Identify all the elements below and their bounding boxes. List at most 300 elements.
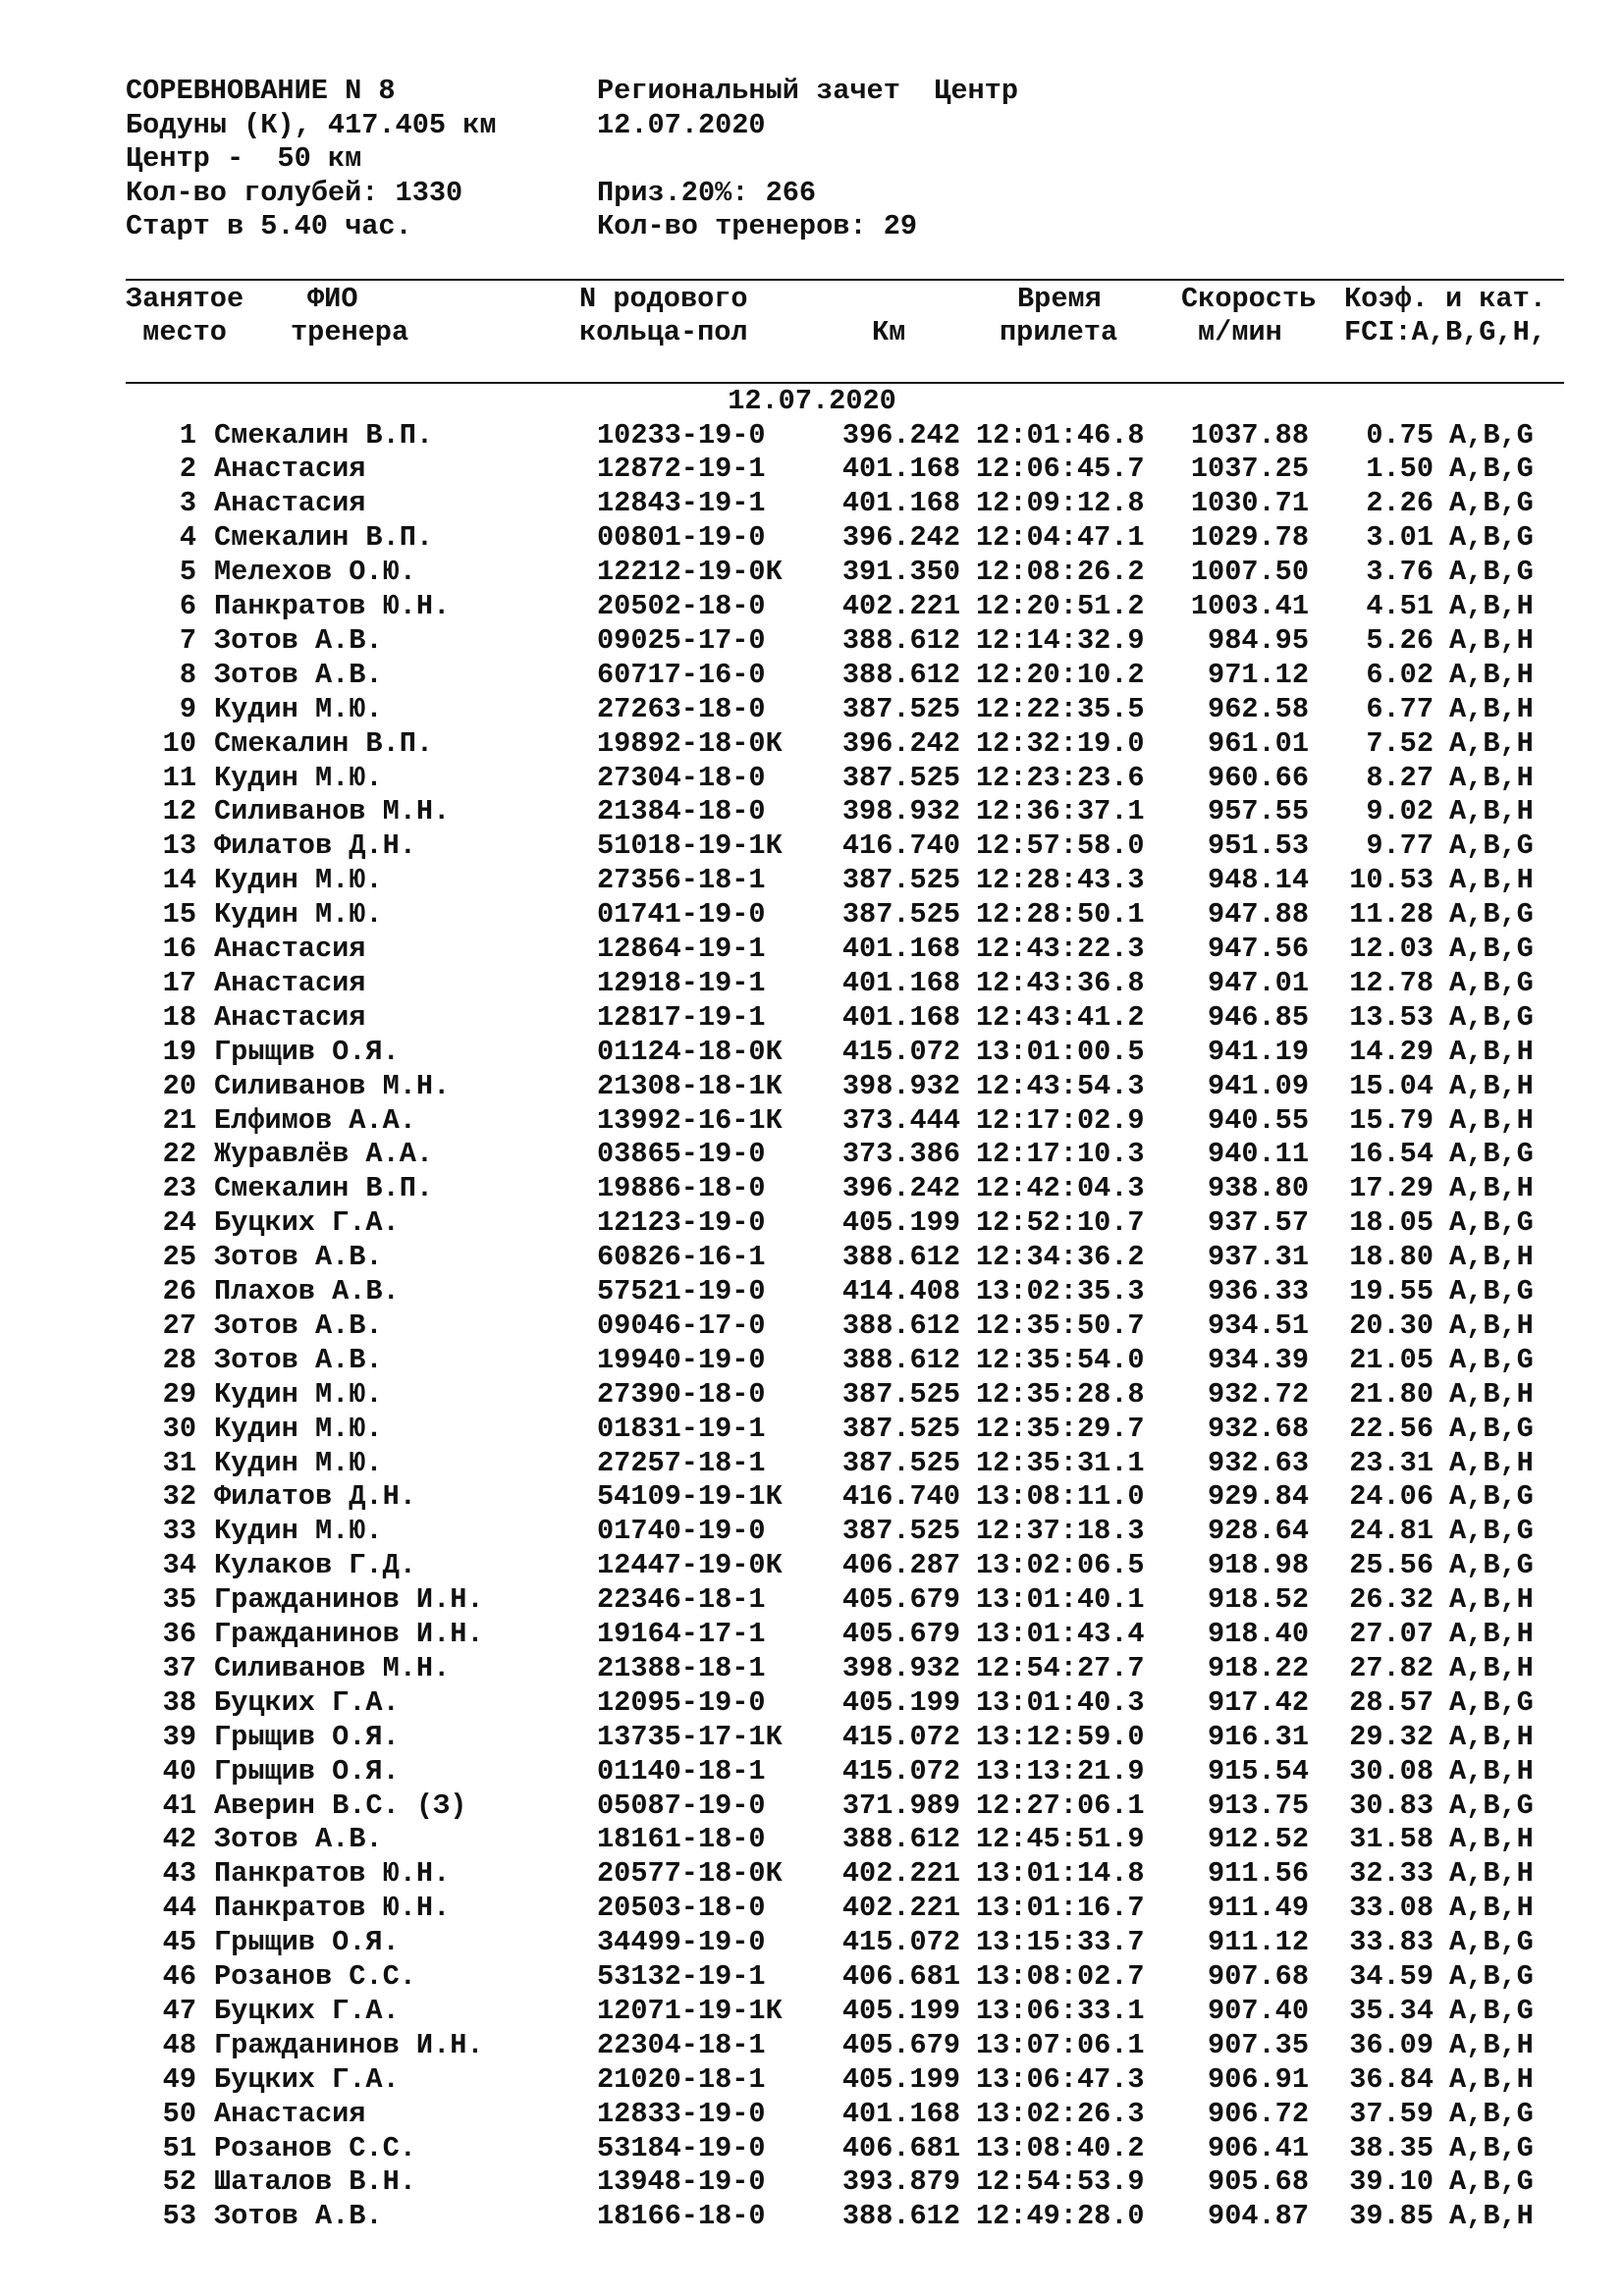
place-cell: 43: [162, 1857, 196, 1891]
category-cell: A,B,H: [1449, 1103, 1534, 1137]
arrival-time-cell: 12:22:35.5: [976, 692, 1145, 725]
ring-number-cell: 12212-19-0К: [597, 556, 783, 589]
distance-km-cell: 401.168: [841, 966, 960, 999]
coefficient-cell: 23.31: [1349, 1446, 1434, 1479]
coefficient-cell: 30.83: [1349, 1789, 1434, 1822]
arrival-time-cell: 12:17:02.9: [976, 1103, 1145, 1137]
place-cell: 22: [162, 1138, 196, 1171]
place-cell: 11: [162, 761, 196, 794]
speed-cell: 1029.78: [1190, 521, 1309, 555]
table-row: [0, 1413, 1624, 1447]
ring-number-cell: 09046-17-0: [597, 1308, 766, 1342]
distance-km-cell: 401.168: [841, 933, 960, 965]
trainer-name-cell: Аверин В.С. (З): [214, 1789, 467, 1822]
place-cell: 18: [162, 1000, 196, 1034]
distance-km-cell: 401.168: [841, 1000, 960, 1034]
arrival-time-cell: 12:06:45.7: [976, 453, 1145, 486]
trainer-name-cell: Грыщив О.Я.: [214, 1720, 400, 1753]
arrival-time-cell: 12:43:54.3: [976, 1069, 1145, 1102]
distance-km-cell: 396.242: [841, 418, 960, 452]
place-cell: 5: [179, 556, 196, 589]
category-cell: A,B,G: [1449, 556, 1534, 589]
category-cell: A,B,G: [1449, 418, 1534, 452]
category-cell: A,B,H: [1449, 1446, 1534, 1479]
distance-km-cell: 405.199: [841, 2062, 960, 2096]
trainer-name-cell: Кудин М.Ю.: [214, 1412, 383, 1445]
arrival-time-cell: 12:43:22.3: [976, 933, 1145, 965]
arrival-time-cell: 13:08:40.2: [976, 2131, 1145, 2164]
table-row: [0, 2063, 1624, 2098]
ring-number-cell: 19164-17-1: [597, 1618, 766, 1650]
category-cell: A,B,H: [1449, 1069, 1534, 1102]
col-coef-line1: Коэф. и кат.: [1344, 283, 1546, 315]
arrival-time-cell: 13:01:14.8: [976, 1857, 1145, 1891]
place-cell: 50: [162, 2097, 196, 2130]
trainer-name-cell: Буцких Г.А.: [214, 2062, 400, 2096]
trainer-name-cell: Зотов А.В.: [214, 1241, 383, 1274]
ring-number-cell: 53132-19-1: [597, 1960, 766, 1993]
distance-km-cell: 406.681: [841, 1960, 960, 1993]
speed-cell: 936.33: [1208, 1275, 1309, 1308]
table-row: [0, 1995, 1624, 2029]
ring-number-cell: 10233-19-0: [597, 418, 766, 452]
ring-number-cell: 13735-17-1К: [597, 1720, 783, 1753]
category-cell: A,B,H: [1449, 726, 1534, 760]
distance-km-cell: 416.740: [841, 829, 960, 863]
speed-cell: 962.58: [1208, 692, 1309, 725]
trainer-name-cell: Кудин М.Ю.: [214, 1377, 383, 1411]
place-cell: 37: [162, 1651, 196, 1684]
table-row: [0, 1515, 1624, 1549]
arrival-time-cell: 12:37:18.3: [976, 1515, 1145, 1548]
ring-number-cell: 12918-19-1: [597, 966, 766, 999]
header-right-line: Кол-во тренеров: 29: [597, 210, 918, 242]
place-cell: 1: [179, 418, 196, 452]
table-row: [0, 1036, 1624, 1070]
coefficient-cell: 27.82: [1349, 1651, 1434, 1684]
ring-number-cell: 12864-19-1: [597, 933, 766, 965]
category-cell: A,B,H: [1449, 795, 1534, 828]
distance-km-cell: 405.679: [841, 2028, 960, 2061]
coefficient-cell: 24.81: [1349, 1515, 1434, 1548]
ring-number-cell: 12447-19-0К: [597, 1549, 783, 1582]
category-cell: A,B,H: [1449, 1618, 1534, 1650]
place-cell: 47: [162, 1994, 196, 2027]
distance-km-cell: 387.525: [841, 1412, 960, 1445]
place-cell: 25: [162, 1241, 196, 1274]
table-row: [0, 2029, 1624, 2063]
arrival-time-cell: 12:20:10.2: [976, 658, 1145, 691]
col-ring-line2: кольца-пол: [579, 316, 748, 348]
trainer-name-cell: Розанов С.С.: [214, 1960, 416, 1993]
col-coef-line2: FCI:A,B,G,H,: [1344, 316, 1546, 348]
place-cell: 17: [162, 966, 196, 999]
coefficient-cell: 0.75: [1366, 418, 1434, 452]
table-row: [0, 419, 1624, 454]
coefficient-cell: 10.53: [1349, 864, 1434, 897]
col-speed-line2: м/мин: [1198, 316, 1282, 348]
arrival-time-cell: 12:57:58.0: [976, 829, 1145, 863]
ring-number-cell: 51018-19-1К: [597, 829, 783, 863]
arrival-time-cell: 13:06:47.3: [976, 2062, 1145, 2096]
distance-km-cell: 387.525: [841, 864, 960, 897]
category-cell: A,B,H: [1449, 1857, 1534, 1891]
table-row: [0, 967, 1624, 1001]
coefficient-cell: 12.03: [1349, 933, 1434, 965]
arrival-time-cell: 12:08:26.2: [976, 556, 1145, 589]
speed-cell: 932.63: [1208, 1446, 1309, 1479]
coefficient-cell: 21.80: [1349, 1377, 1434, 1411]
place-cell: 32: [162, 1480, 196, 1514]
coefficient-cell: 36.09: [1349, 2028, 1434, 2061]
speed-cell: 1007.50: [1190, 556, 1309, 589]
coefficient-cell: 21.05: [1349, 1343, 1434, 1376]
trainer-name-cell: Буцких Г.А.: [214, 1994, 400, 2027]
distance-km-cell: 388.612: [841, 658, 960, 691]
speed-cell: 1030.71: [1190, 487, 1309, 520]
coefficient-cell: 19.55: [1349, 1275, 1434, 1308]
category-cell: A,B,H: [1449, 1651, 1534, 1684]
speed-cell: 915.54: [1208, 1754, 1309, 1788]
ring-number-cell: 12833-19-0: [597, 2097, 766, 2130]
arrival-time-cell: 12:34:36.2: [976, 1241, 1145, 1274]
table-row: [0, 624, 1624, 659]
category-cell: A,B,H: [1449, 1241, 1534, 1274]
place-cell: 15: [162, 898, 196, 932]
coefficient-cell: 17.29: [1349, 1172, 1434, 1205]
place-cell: 2: [179, 453, 196, 486]
distance-km-cell: 405.199: [841, 1206, 960, 1240]
distance-km-cell: 388.612: [841, 2200, 960, 2233]
ring-number-cell: 12843-19-1: [597, 487, 766, 520]
header-right-line: Приз.20%: 266: [597, 176, 817, 209]
category-cell: A,B,H: [1449, 1754, 1534, 1788]
table-row: [0, 487, 1624, 521]
speed-cell: 941.19: [1208, 1035, 1309, 1068]
coefficient-cell: 1.50: [1366, 453, 1434, 486]
place-cell: 12: [162, 795, 196, 828]
distance-km-cell: 398.932: [841, 1651, 960, 1684]
category-cell: A,B,G: [1449, 1789, 1534, 1822]
table-row: [0, 1926, 1624, 1960]
category-cell: A,B,G: [1449, 2097, 1534, 2130]
distance-km-cell: 393.879: [841, 2165, 960, 2199]
coefficient-cell: 20.30: [1349, 1308, 1434, 1342]
distance-km-cell: 387.525: [841, 1446, 960, 1479]
trainer-name-cell: Журавлёв А.А.: [214, 1138, 434, 1171]
arrival-time-cell: 13:02:26.3: [976, 2097, 1145, 2130]
ring-number-cell: 12872-19-1: [597, 453, 766, 486]
speed-cell: 906.91: [1208, 2062, 1309, 2096]
arrival-time-cell: 12:35:31.1: [976, 1446, 1145, 1479]
trainer-name-cell: Гражданинов И.Н.: [214, 1618, 484, 1650]
coefficient-cell: 16.54: [1349, 1138, 1434, 1171]
header-left-line: Центр - 50 км: [126, 142, 362, 175]
distance-km-cell: 387.525: [841, 898, 960, 932]
table-row: [0, 659, 1624, 693]
trainer-name-cell: Елфимов А.А.: [214, 1103, 416, 1137]
table-row: [0, 1206, 1624, 1241]
category-cell: A,B,G: [1449, 2165, 1534, 2199]
trainer-name-cell: Анастасия: [214, 1000, 366, 1034]
trainer-name-cell: Филатов Д.Н.: [214, 829, 416, 863]
distance-km-cell: 387.525: [841, 761, 960, 794]
distance-km-cell: 414.408: [841, 1275, 960, 1308]
coefficient-cell: 35.34: [1349, 1994, 1434, 2027]
category-cell: A,B,G: [1449, 1206, 1534, 1240]
distance-km-cell: 405.679: [841, 1583, 960, 1617]
trainer-name-cell: Зотов А.В.: [214, 658, 383, 691]
speed-cell: 907.40: [1208, 1994, 1309, 2027]
place-cell: 39: [162, 1720, 196, 1753]
trainer-name-cell: Панкратов Ю.Н.: [214, 1857, 451, 1891]
place-cell: 6: [179, 590, 196, 622]
ring-number-cell: 27390-18-0: [597, 1377, 766, 1411]
place-cell: 53: [162, 2200, 196, 2233]
distance-km-cell: 388.612: [841, 1308, 960, 1342]
arrival-time-cell: 13:06:33.1: [976, 1994, 1145, 2027]
category-cell: A,B,G: [1449, 829, 1534, 863]
table-row: [0, 829, 1624, 864]
place-cell: 45: [162, 1926, 196, 1959]
speed-cell: 948.14: [1208, 864, 1309, 897]
category-cell: A,B,H: [1449, 1035, 1534, 1068]
distance-km-cell: 402.221: [841, 1892, 960, 1925]
distance-km-cell: 387.525: [841, 692, 960, 725]
coefficient-cell: 6.77: [1366, 692, 1434, 725]
distance-km-cell: 401.168: [841, 453, 960, 486]
category-cell: A,B,G: [1449, 1994, 1534, 2027]
ring-number-cell: 09025-17-0: [597, 623, 766, 657]
speed-cell: 937.31: [1208, 1241, 1309, 1274]
table-row: [0, 1104, 1624, 1139]
arrival-time-cell: 12:28:43.3: [976, 864, 1145, 897]
speed-cell: 934.51: [1208, 1308, 1309, 1342]
coefficient-cell: 3.01: [1366, 521, 1434, 555]
place-cell: 24: [162, 1206, 196, 1240]
trainer-name-cell: Панкратов Ю.Н.: [214, 1892, 451, 1925]
trainer-name-cell: Шаталов В.Н.: [214, 2165, 416, 2199]
trainer-name-cell: Смекалин В.П.: [214, 521, 434, 555]
ring-number-cell: 21384-18-0: [597, 795, 766, 828]
col-name-line2: тренера: [291, 316, 409, 348]
arrival-time-cell: 13:01:16.7: [976, 1892, 1145, 1925]
table-row: [0, 1857, 1624, 1892]
category-cell: A,B,G: [1449, 1343, 1534, 1376]
place-cell: 41: [162, 1789, 196, 1822]
trainer-name-cell: Грыщив О.Я.: [214, 1754, 400, 1788]
speed-cell: 906.72: [1208, 2097, 1309, 2130]
table-row: [0, 795, 1624, 829]
place-cell: 20: [162, 1069, 196, 1102]
distance-km-cell: 415.072: [841, 1720, 960, 1753]
col-km: Км: [872, 316, 906, 348]
speed-cell: 916.31: [1208, 1720, 1309, 1753]
arrival-time-cell: 13:02:06.5: [976, 1549, 1145, 1582]
place-cell: 42: [162, 1823, 196, 1856]
arrival-time-cell: 13:08:02.7: [976, 1960, 1145, 1993]
coefficient-cell: 15.79: [1349, 1103, 1434, 1137]
arrival-time-cell: 12:49:28.0: [976, 2200, 1145, 2233]
coefficient-cell: 33.08: [1349, 1892, 1434, 1925]
ring-number-cell: 01741-19-0: [597, 898, 766, 932]
place-cell: 38: [162, 1685, 196, 1719]
category-cell: A,B,G: [1449, 966, 1534, 999]
ring-number-cell: 19940-19-0: [597, 1343, 766, 1376]
trainer-name-cell: Гражданинов И.Н.: [214, 1583, 484, 1617]
arrival-time-cell: 12:42:04.3: [976, 1172, 1145, 1205]
coefficient-cell: 18.05: [1349, 1206, 1434, 1240]
speed-cell: 961.01: [1208, 726, 1309, 760]
table-row: [0, 2200, 1624, 2234]
coefficient-cell: 30.08: [1349, 1754, 1434, 1788]
category-cell: A,B,H: [1449, 623, 1534, 657]
table-row: [0, 864, 1624, 898]
ring-number-cell: 60826-16-1: [597, 1241, 766, 1274]
ring-number-cell: 01740-19-0: [597, 1515, 766, 1548]
speed-cell: 918.40: [1208, 1618, 1309, 1650]
distance-km-cell: 401.168: [841, 2097, 960, 2130]
arrival-time-cell: 13:02:35.3: [976, 1275, 1145, 1308]
trainer-name-cell: Зотов А.В.: [214, 2200, 383, 2233]
ring-number-cell: 01140-18-1: [597, 1754, 766, 1788]
arrival-time-cell: 12:23:23.6: [976, 761, 1145, 794]
ring-number-cell: 05087-19-0: [597, 1789, 766, 1822]
arrival-time-cell: 12:54:53.9: [976, 2165, 1145, 2199]
category-cell: A,B,H: [1449, 1892, 1534, 1925]
coefficient-cell: 3.76: [1366, 556, 1434, 589]
place-cell: 10: [162, 726, 196, 760]
ring-number-cell: 12817-19-1: [597, 1000, 766, 1034]
speed-cell: 906.41: [1208, 2131, 1309, 2164]
coefficient-cell: 28.57: [1349, 1685, 1434, 1719]
table-row: [0, 1138, 1624, 1172]
arrival-time-cell: 13:15:33.7: [976, 1926, 1145, 1959]
coefficient-cell: 18.80: [1349, 1241, 1434, 1274]
place-cell: 31: [162, 1446, 196, 1479]
arrival-time-cell: 12:43:41.2: [976, 1000, 1145, 1034]
table-row: [0, 1652, 1624, 1686]
speed-cell: 947.01: [1208, 966, 1309, 999]
category-cell: A,B,G: [1449, 1138, 1534, 1171]
coefficient-cell: 9.77: [1366, 829, 1434, 863]
table-row: [0, 1447, 1624, 1481]
coefficient-cell: 6.02: [1366, 658, 1434, 691]
trainer-name-cell: Силиванов М.Н.: [214, 1651, 451, 1684]
place-cell: 46: [162, 1960, 196, 1993]
place-cell: 28: [162, 1343, 196, 1376]
place-cell: 33: [162, 1515, 196, 1548]
distance-km-cell: 396.242: [841, 1172, 960, 1205]
category-cell: A,B,H: [1449, 761, 1534, 794]
arrival-time-cell: 12:27:06.1: [976, 1789, 1145, 1822]
table-row: [0, 933, 1624, 967]
category-cell: A,B,G: [1449, 1549, 1534, 1582]
arrival-time-cell: 12:43:36.8: [976, 966, 1145, 999]
top-rule: [126, 279, 1564, 281]
ring-number-cell: 19892-18-0К: [597, 726, 783, 760]
coefficient-cell: 8.27: [1366, 761, 1434, 794]
coefficient-cell: 13.53: [1349, 1000, 1434, 1034]
speed-cell: 917.42: [1208, 1685, 1309, 1719]
arrival-time-cell: 13:08:11.0: [976, 1480, 1145, 1514]
distance-km-cell: 402.221: [841, 1857, 960, 1891]
category-cell: A,B,G: [1449, 1926, 1534, 1959]
table-row: [0, 1275, 1624, 1309]
place-cell: 27: [162, 1308, 196, 1342]
category-cell: A,B,G: [1449, 1480, 1534, 1514]
table-row: [0, 1960, 1624, 1995]
ring-number-cell: 20502-18-0: [597, 590, 766, 622]
place-cell: 29: [162, 1377, 196, 1411]
ring-number-cell: 22346-18-1: [597, 1583, 766, 1617]
ring-number-cell: 22304-18-1: [597, 2028, 766, 2061]
arrival-time-cell: 13:01:43.4: [976, 1618, 1145, 1650]
ring-number-cell: 53184-19-0: [597, 2131, 766, 2164]
distance-km-cell: 415.072: [841, 1926, 960, 1959]
category-cell: A,B,H: [1449, 2200, 1534, 2233]
trainer-name-cell: Анастасия: [214, 2097, 366, 2130]
distance-km-cell: 387.525: [841, 1515, 960, 1548]
table-row: [0, 1001, 1624, 1036]
speed-cell: 905.68: [1208, 2165, 1309, 2199]
header-right-line: Региональный зачет Центр: [597, 75, 1018, 107]
speed-cell: 960.66: [1208, 761, 1309, 794]
coefficient-cell: 31.58: [1349, 1823, 1434, 1856]
place-cell: 36: [162, 1618, 196, 1650]
speed-cell: 937.57: [1208, 1206, 1309, 1240]
table-row: [0, 2098, 1624, 2132]
ring-number-cell: 00801-19-0: [597, 521, 766, 555]
trainer-name-cell: Кудин М.Ю.: [214, 1515, 383, 1548]
distance-km-cell: 406.287: [841, 1549, 960, 1582]
speed-cell: 911.56: [1208, 1857, 1309, 1891]
coefficient-cell: 32.33: [1349, 1857, 1434, 1891]
table-row: [0, 521, 1624, 556]
category-cell: A,B,G: [1449, 933, 1534, 965]
ring-number-cell: 27257-18-1: [597, 1446, 766, 1479]
speed-cell: 932.72: [1208, 1377, 1309, 1411]
ring-number-cell: 27263-18-0: [597, 692, 766, 725]
table-row: [0, 2132, 1624, 2166]
ring-number-cell: 03865-19-0: [597, 1138, 766, 1171]
trainer-name-cell: Анастасия: [214, 933, 366, 965]
coefficient-cell: 4.51: [1366, 590, 1434, 622]
arrival-time-cell: 12:01:46.8: [976, 418, 1145, 452]
speed-cell: 904.87: [1208, 2200, 1309, 2233]
arrival-time-cell: 12:45:51.9: [976, 1823, 1145, 1856]
table-row: [0, 1172, 1624, 1206]
place-cell: 4: [179, 521, 196, 555]
speed-cell: 940.55: [1208, 1103, 1309, 1137]
coefficient-cell: 39.10: [1349, 2165, 1434, 2199]
speed-cell: 918.98: [1208, 1549, 1309, 1582]
distance-km-cell: 388.612: [841, 1343, 960, 1376]
table-row: [0, 453, 1624, 487]
category-cell: A,B,G: [1449, 1412, 1534, 1445]
trainer-name-cell: Анастасия: [214, 487, 366, 520]
trainer-name-cell: Буцких Г.А.: [214, 1685, 400, 1719]
place-cell: 40: [162, 1754, 196, 1788]
arrival-time-cell: 12:32:19.0: [976, 726, 1145, 760]
table-row: [0, 898, 1624, 933]
header-left-line: Бодуны (К), 417.405 км: [126, 108, 497, 141]
arrival-time-cell: 12:36:37.1: [976, 795, 1145, 828]
ring-number-cell: 01831-19-1: [597, 1412, 766, 1445]
place-cell: 49: [162, 2062, 196, 2096]
table-row: [0, 1344, 1624, 1378]
distance-km-cell: 387.525: [841, 1377, 960, 1411]
